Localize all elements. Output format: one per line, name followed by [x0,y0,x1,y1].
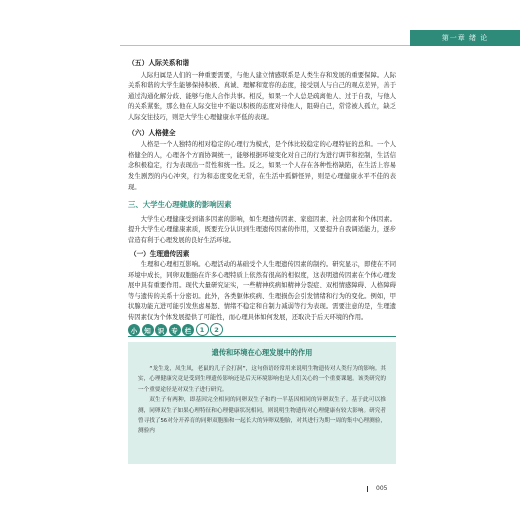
knowledge-column-label [128,322,396,337]
chapter-tab: 第一章 绪 论 [410,30,520,46]
paragraph: 人际归属是人们的一种重要需要，与他人建立情感联系是人类生存和发展的重要保障。人际关系和谐的大学生能够保持积极、真诚、理解和宽容的态度，接受别人与自己的观点差异，善于通过沟通化解分歧、能够与他人合作共事。相反，如果一个人总是疏离他人、过于自我，与他人的关系紧张，那么他在人际交往中不能以积极的态度对待他人，阻碍自己，常常被人孤立，缺乏人际交往技巧，则是大学生心理健康水平低的表现。 [128,71,396,121]
number-char: 2 [210,323,223,336]
section-title: 三、大学生心理健康的影响因素 [128,200,232,210]
paragraph: 生理和心理相互影响。心理活动的基础受个人生理遗传因素的制约。研究显示，即使在不同环境中成长，同卵双胞胎在许多心理特质上依然有很高的相似度，这表明遗传因素在个体心理发展中具有重要作用。现代大量研究证实，一些精神疾病如精神分裂症、双相情感障碍、人格障碍等与遗传的关系十分密切。此外，各类躯体疾病、生理损伤会引发情绪和行为的变化。例如，甲状腺功能亢进可能引发焦虑易怒、情绪不稳定和自制力减弱等行为表现。需要注意的是，生理遗传因素仅为个体发展提供了可能性，而心理具体如何发展，还取决于后天环境的作用。 [128,261,396,322]
label-char: 栏 [182,324,194,336]
section-personality [128,128,396,194]
main-content [128,58,396,324]
section-heading: （五）人际关系和谐 [128,59,190,67]
paragraph: “龙生龙，凤生凤，老鼠的儿子会打洞”，这句俗语经常用来说明生物遗传对人类行为的影响。其实，心理健康究竟是受到生理遗传影响还是后天环境影响也是人们关心的一个重要课题。该类研究的一个重要途径是对双生子进行研究。 [138,366,386,393]
label-char: 专 [169,324,181,336]
number-char: 1 [196,323,209,336]
header-rule [120,45,410,46]
paragraph: 大学生心理健康受到诸多因素的影响，如生理遗传因素、家庭因素、社会因素和个体因素。提升大学生心理健康素质，既要充分认识到生理遗传因素的作用，又要提升自我调适能力，逐步营造有利于心理发展的良好生活环境。 [128,215,396,244]
knowledge-box-title: 遗传和环境在心理发展中的作用 [211,348,313,357]
sub-heading: （一）生理遗传因素 [130,249,190,258]
page-number-bar [367,486,368,492]
knowledge-box [128,342,396,464]
section-interpersonal [128,58,396,124]
knowledge-box-body [128,364,396,437]
label-char: 识 [155,324,167,336]
label-char: 知 [142,324,154,336]
page-number-text: 005 [376,485,388,492]
section-heading: （六）人格健全 [128,128,176,137]
paragraph: 双生子有两种，即基因完全相同的同卵双生子和约一半基因相同的异卵双生子。基于此可以推测，同卵双生子如果心理特征和心理健康状况相同，则说明生物遗传对心理健康有较大影响。研究者曾寻找了56对分开养育的同卵双胞胎和一起长大的异卵双胞胎，对其进行为期一周的集中心理测验，测验内 [138,397,386,435]
label-char: 小 [128,324,140,336]
page-number [367,485,387,492]
paragraph: 人格是一个人独特的相对稳定的心理行为模式，是个体比较稳定的心理特征的总和。一个人格健全的人，心理各个方面协调统一，能够根据环境变化对自己的行为进行调节和控制，生活信念积极稳定，行为表现出一贯性和统一性。反之，如果一个人存在各种性格缺陷，在生活上容易发生剧烈的内心冲突，行为和态度变化无常，在生活中孤僻怪异，则是心理健康水平不佳的表现。 [128,141,396,191]
